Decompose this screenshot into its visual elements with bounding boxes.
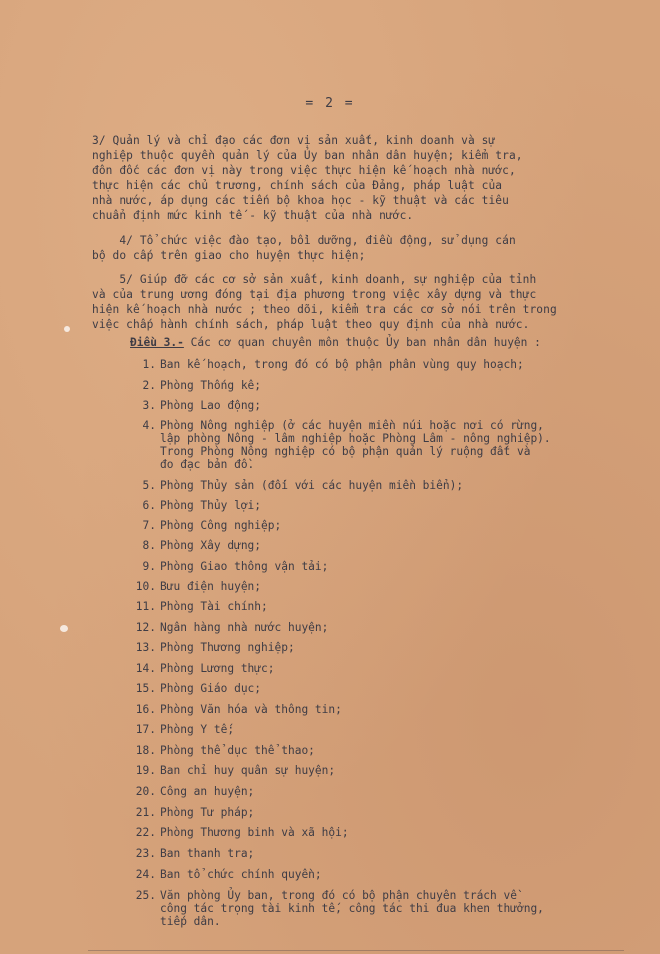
list-item: [126, 847, 646, 860]
list-item-text: lập phòng Nông - lâm nghiệp hoặc Phòng Lâm - nông nghiệp).: [160, 432, 551, 445]
list-item-number: 15.: [135, 682, 156, 695]
list-item-text: Trong Phòng Nông nghiệp có bộ phận quản lý ruộng đất và: [160, 445, 531, 458]
list-item: [126, 868, 646, 881]
list-item-number: 3.: [142, 399, 156, 412]
list-item-text: đo đạc bản đồ.: [160, 458, 255, 471]
list-item-number: 17.: [135, 723, 156, 736]
paragraph-line: 4/ Tổ chức việc đào tạo, bồi dưỡng, điều động, sử dụng cán: [92, 234, 516, 247]
list-item-text: Phòng Thống kê;: [160, 379, 262, 392]
list-item: [126, 889, 646, 928]
list-item-number: 4.: [142, 419, 156, 432]
list-item-text: Phòng Lao động;: [160, 399, 262, 412]
list-item-text: Phòng Tài chính;: [160, 600, 268, 613]
list-item: [126, 641, 646, 654]
list-item: [126, 682, 646, 695]
list-item: [126, 379, 646, 392]
list-item: [126, 580, 646, 593]
list-item-text: công tác trọng tài kinh tế, công tác thi đua khen thưởng,: [160, 902, 544, 915]
list-item-text: Ban thanh tra;: [160, 847, 255, 860]
list-item-text: Phòng Xây dựng;: [160, 539, 262, 552]
list-item-number: 1.: [142, 358, 156, 371]
list-item-number: 19.: [135, 764, 156, 777]
list-item-text: Phòng Thương binh và xã hội;: [160, 826, 349, 839]
article-heading-text: Các cơ quan chuyên môn thuộc Ủy ban nhân dân huyện :: [183, 336, 541, 349]
list-item: [126, 479, 646, 492]
list-item-text: Phòng Giáo dục;: [160, 682, 262, 695]
list-item-number: 11.: [135, 600, 156, 613]
list-item-text: Phòng thể dục thể thao;: [160, 744, 315, 757]
list-item-number: 14.: [135, 662, 156, 675]
list-item-number: 20.: [135, 785, 156, 798]
paragraph-line: 5/ Giúp đỡ các cơ sở sản xuất, kinh doanh, sự nghiệp của tỉnh: [92, 273, 537, 286]
list-item-text: tiếp dân.: [160, 915, 221, 928]
list-item-number: 18.: [135, 744, 156, 757]
list-item-text: Phòng Công nghiệp;: [160, 519, 282, 532]
list-item-text: Công an huyện;: [160, 785, 255, 798]
list-item-text: Phòng Nông nghiệp (ở các huyện miền núi hoặc nơi có rừng,: [160, 419, 544, 432]
list-item: [126, 744, 646, 757]
paragraph-line: nghiệp thuộc quyền quản lý của Ủy ban nhân dân huyện; kiểm tra,: [92, 149, 523, 162]
paragraph-line: việc chấp hành chính sách, pháp luật theo quy định của nhà nước.: [92, 318, 530, 331]
paragraph-line: 3/ Quản lý và chỉ đạo các đơn vị sản xuất, kinh doanh và sự: [92, 134, 496, 147]
list-item: [126, 600, 646, 613]
paragraph-line: hiện kế hoạch nhà nước ; theo dõi, kiểm tra các cơ sở nói trên trong: [92, 303, 557, 316]
list-item-text: Phòng Y tế;: [160, 723, 235, 736]
list-item-text: Bưu điện huyện;: [160, 580, 262, 593]
list-item-text: Văn phòng Ủy ban, trong đó có bộ phận chuyên trách về: [160, 889, 517, 902]
list-item-number: 2.: [142, 379, 156, 392]
list-item-text: Ban chỉ huy quân sự huyện;: [160, 764, 336, 777]
paragraph-line: bộ do cấp trên giao cho huyện thực hiện;: [92, 249, 366, 262]
list-item-number: 5.: [142, 479, 156, 492]
list-item-number: 13.: [135, 641, 156, 654]
list-item-number: 6.: [142, 499, 156, 512]
list-item: [126, 621, 646, 634]
paper-speck: [64, 326, 70, 332]
list-item: [126, 826, 646, 839]
list-item-number: 10.: [135, 580, 156, 593]
list-item-number: 16.: [135, 703, 156, 716]
list-item: [126, 662, 646, 675]
list-item: [126, 519, 646, 532]
paragraph-line: chuẩn định mức kinh tế - kỹ thuật của nhà nước.: [92, 209, 414, 222]
list-item-number: 24.: [135, 868, 156, 881]
list-item-text: Phòng Thủy sản (đối với các huyện miền biển);: [160, 479, 464, 492]
list-item-number: 21.: [135, 806, 156, 819]
paragraph-line: và của trung ương đóng tại địa phương trong việc xây dựng và thực: [92, 288, 537, 301]
list-item-number: 25.: [135, 889, 156, 902]
paragraph-line: đôn đốc các đơn vị này trong việc thực hiện kế hoạch nhà nước,: [92, 164, 516, 177]
list-item: [126, 560, 646, 573]
list-item-number: 7.: [142, 519, 156, 532]
article-label: Điều 3.-: [130, 336, 184, 349]
list-item-number: 22.: [135, 826, 156, 839]
list-item-text: Phòng Giao thông vận tải;: [160, 560, 329, 573]
list-item-text: Ban kế hoạch, trong đó có bộ phận phân vùng quy hoạch;: [160, 358, 524, 371]
bottom-edge-line: [88, 950, 624, 951]
list-item: [126, 539, 646, 552]
paragraph-5: [92, 272, 557, 332]
list-item: [126, 703, 646, 716]
list-item-text: Phòng Văn hóa và thông tin;: [160, 703, 342, 716]
list-item-number: 8.: [142, 539, 156, 552]
list-item-text: Ngân hàng nhà nước huyện;: [160, 621, 329, 634]
list-item: [126, 419, 646, 471]
paragraph-3: [92, 133, 523, 223]
list-item-text: Phòng Lương thực;: [160, 662, 275, 675]
list-item: [126, 785, 646, 798]
article-heading: [130, 336, 541, 349]
agency-list: [126, 358, 646, 928]
paragraph-4: [92, 233, 516, 263]
paper-speck: [60, 625, 68, 632]
paragraph-line: thực hiện các chủ trương, chính sách của Đảng, pháp luật của: [92, 179, 503, 192]
list-item-number: 23.: [135, 847, 156, 860]
list-item: [126, 764, 646, 777]
paragraph-line: nhà nước, áp dụng các tiến bộ khoa học - kỹ thuật và các tiêu: [92, 194, 509, 207]
list-item: [126, 399, 646, 412]
list-item-text: Phòng Thương nghiệp;: [160, 641, 295, 654]
list-item-text: Ban tổ chức chính quyền;: [160, 868, 322, 881]
list-item-text: Phòng Tư pháp;: [160, 806, 255, 819]
list-item: [126, 499, 646, 512]
list-item: [126, 358, 646, 371]
list-item-text: Phòng Thủy lợi;: [160, 499, 262, 512]
list-item: [126, 723, 646, 736]
list-item-number: 9.: [142, 560, 156, 573]
page-number: = 2 =: [305, 96, 355, 111]
list-item-number: 12.: [135, 621, 156, 634]
list-item: [126, 806, 646, 819]
